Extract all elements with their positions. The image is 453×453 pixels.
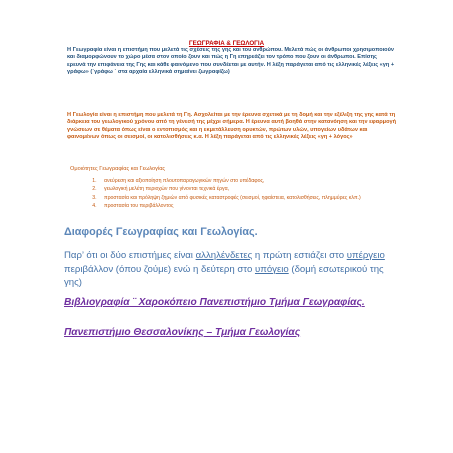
similarities-heading: Ομοιότητες Γεωγραφίας και Γεωλογίας	[70, 166, 166, 172]
differences-text: Παρ’ ότι οι δύο επιστήμες είναι	[64, 250, 196, 261]
bibliography-source-1[interactable]: Βιβλιογραφία ¨ Χαροκόπειο Πανεπιστήμιο Τμήμα Γεωγραφίας.	[64, 297, 365, 308]
differences-paragraph	[64, 249, 394, 290]
list-item: 2. γεωλογική μελέτη περιοχών που γίνονται τεχνικά έργα,	[98, 185, 398, 193]
differences-text: η πρώτη εστιάζει στο	[252, 250, 347, 261]
document-title: ΓΕΩΓΡΑΦΙΑ & ΓΕΩΛΟΓΙΑ	[188, 40, 265, 47]
link-underground[interactable]: υπόγειο	[254, 263, 289, 275]
geology-paragraph: Η Γεωλογία είναι η επιστήμη που μελετά τη Γη. Ασχολείται με την έρευνα σχετικά με τη δομή και την εξέλιξη της γης κατά τη διάρκεια του γεωλογικού χρόνου από τη γένεσή της μέχρι σήμερα. Η έρευνα αυτή βοηθά στην κατανόηση και την εφαρμογή γνώσεων σε θέματα όπως είναι ο εντοπισμός και η εκμετάλλευση ορυκτών, πρώτων υλών, υπογείων υδάτων και φαινομένων όπως οι σεισμοί, οι κατολισθήσεις κ.α. Η λέξη παράγεται από τις ελληνικές λέξεις «γη + λόγος»	[67, 112, 397, 141]
differences-text: περιβάλλον (όπου ζούμε) ενώ η δεύτερη στο	[64, 263, 255, 275]
list-item: 1. ανεύρεση και αξιοποίηση πλουτοπαραγωγικών πηγών στο υπέδαφος,	[98, 177, 398, 185]
differences-heading: Διαφορές Γεωγραφίας και Γεωλογίας.	[64, 226, 258, 238]
similarities-list	[84, 177, 398, 210]
differences-text: (δομή εσωτερικού της γης)	[64, 263, 384, 289]
geography-paragraph: Η Γεωγραφία είναι η επιστήμη που μελετά τις σχέσεις της γης και του ανθρώπου. Μελετά πώς οι άνθρωποι χρησιμοποιούν και διαμορφώνουν το χώρο μέσα στον οποίο ζουν και πώς η Γη επηρεάζει τον τρόπο που ζουν οι άνθρωποι. Επίσης ερευνά την επιφάνεια της Γης και κάθε φαινόμενο που συνδέεται με αυτήν. Η λέξη παράγεται από τις ελληνικές λέξεις «γη + γράφω» (΄γράφω ΄ στα αρχαία ελληνικά σημαίνει ζωγραφίζω)	[67, 47, 395, 76]
list-item: 4. προστασία του περιβάλλοντος	[98, 202, 398, 210]
bibliography-source-2[interactable]: Πανεπιστήμιο Θεσσαλονίκης – Τμήμα Γεωλογίας	[64, 327, 301, 338]
list-item: 3. προστασία και πρόληψη ζημιών από φυσικές καταστροφές (σεισμοί, ηφαίστεια, κατολισθήσεις, πλημμύρες κλπ.)	[98, 194, 398, 202]
link-above-ground[interactable]: υπέργειο	[346, 250, 385, 261]
link-interdependent[interactable]: αλληλένδετες	[195, 250, 253, 261]
